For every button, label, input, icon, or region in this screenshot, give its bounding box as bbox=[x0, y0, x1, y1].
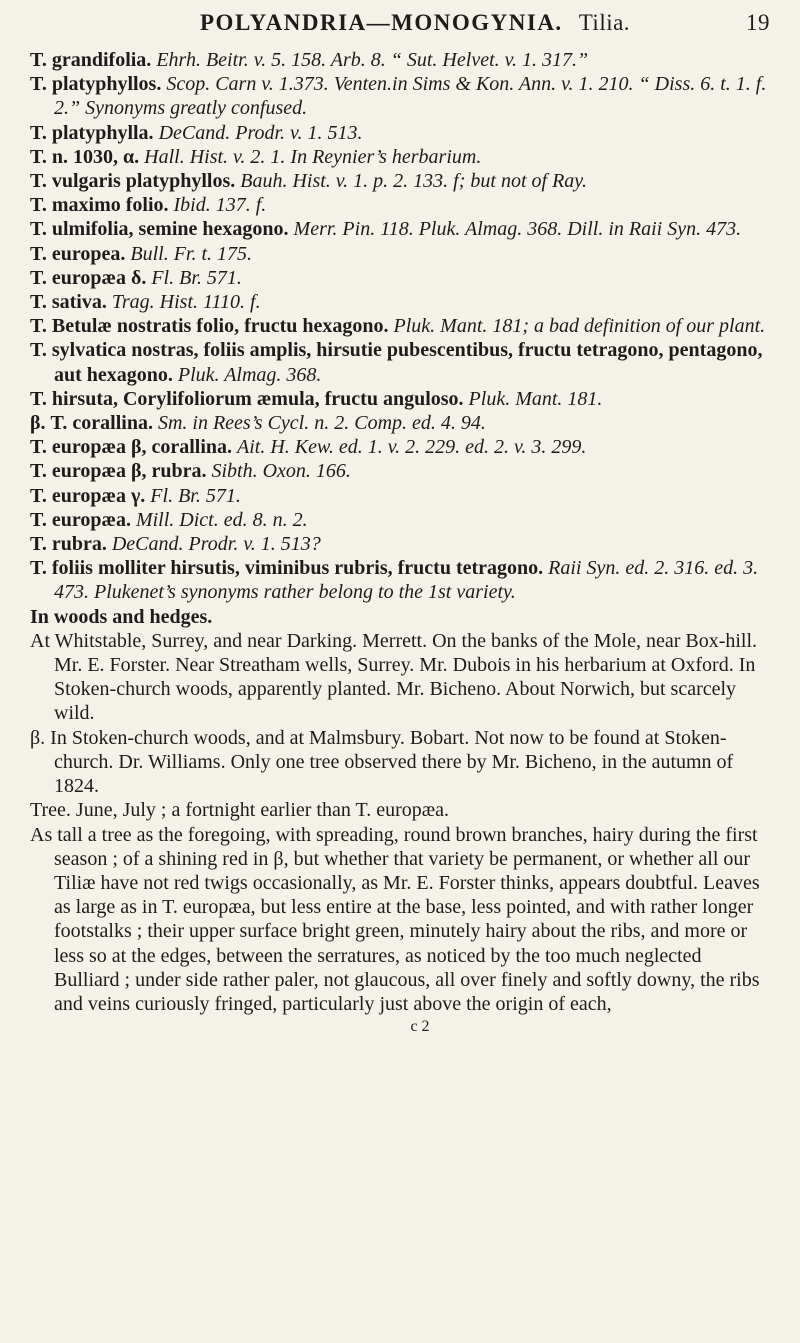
signature-mark: c 2 bbox=[410, 1018, 430, 1036]
flowering-time: Tree. June, July ; a fortnight earlier than T. europæa. bbox=[30, 799, 449, 822]
synonym-entry: T. vulgaris platyphyllos. Bauh. Hist. v. 1. p. 2. 133. f; but not of Ray. bbox=[30, 170, 588, 193]
synonym-entry: T. europæa β, corallina. Ait. H. Kew. ed. 1. v. 2. 229. ed. 2. v. 3. 299. bbox=[30, 436, 587, 459]
synonym-entry: T. europea. Bull. Fr. t. 175. bbox=[30, 242, 253, 265]
running-title: POLYANDRIA—MONOGYNIA. bbox=[200, 10, 563, 35]
synonym-entry: T. rubra. DeCand. Prodr. v. 1. 513? bbox=[30, 533, 321, 556]
habitat-localities: At Whitstable, Surrey, and near Darking. Merrett. On the banks of the Mole, near Box-hill. Mr. E. Forster. Near Streatham wells, Surrey. Mr. Dubois in his herbarium at Oxford. In Stoken-church woods, apparently planted. Mr. Bicheno. About Norwich, but scarcely wild. bbox=[30, 629, 758, 725]
synonym-entry: T. sylvatica nostras, foliis amplis, hirsutie pubescentibus, fructu tetragono, pentagono, aut hexagono. Pluk. Almag. 368. bbox=[30, 339, 763, 386]
synonym-entry: T. platyphyllos. Scop. Carn v. 1.373. Venten.in Sims & Kon. Ann. v. 1. 210. “ Diss. 6. t. 1. f. 2.” Synonyms greatly confused. bbox=[30, 73, 767, 120]
habitat-lead: In woods and hedges. bbox=[30, 605, 213, 628]
synonym-entry: T. europæa γ. Fl. Br. 571. bbox=[30, 484, 241, 507]
synonym-entry: T. grandifolia. Ehrh. Beitr. v. 5. 158. Arb. 8. “ Sut. Helvet. v. 1. 317.” bbox=[30, 49, 589, 71]
synonym-entry: T. sativa. Trag. Hist. 1110. f. bbox=[30, 291, 261, 314]
page-number: 19 bbox=[746, 10, 770, 35]
synonym-entry: T. europæa β, rubra. Sibth. Oxon. 166. bbox=[30, 460, 351, 483]
synonym-entry: T. Betulæ nostratis folio, fructu hexagono. Pluk. Mant. 181; a bad definition of our plant. bbox=[30, 315, 766, 338]
habitat-beta: β. In Stoken-church woods, and at Malmsbury. Bobart. Not now to be found at Stoken-church. Dr. Williams. Only one tree observed there by Mr. Bicheno, in the autumn of 1824. bbox=[30, 726, 734, 798]
synonym-entry: T. ulmifolia, semine hexagono. Merr. Pin. 118. Pluk. Almag. 368. Dill. in Raii Syn. 473. bbox=[30, 218, 742, 241]
synonym-entry: T. hirsuta, Corylifoliorum æmula, fructu anguloso. Pluk. Mant. 181. bbox=[30, 387, 603, 410]
synonym-entry: β. T. corallina. Sm. in Rees’s Cycl. n. 2. Comp. ed. 4. 94. bbox=[30, 412, 486, 435]
synonym-entry: T. europæa δ. Fl. Br. 571. bbox=[30, 266, 242, 289]
synonym-entry: T. maximo folio. Ibid. 137. f. bbox=[30, 194, 267, 217]
genus-name: Tilia. bbox=[578, 10, 631, 35]
synonym-entry: T. europæa. Mill. Dict. ed. 8. n. 2. bbox=[30, 508, 308, 531]
description: As tall a tree as the foregoing, with spreading, round brown branches, hairy during the first season ; of a shining red in β, but whether that variety be permanent, or whether all our Tiliæ have not red twigs occasionally, as Mr. E. Forster thinks, appears doubtful. Leaves as large as in T. europæa, but less entire at the base, less pointed, and with rather longer footstalks ; their upper surface bright green, minutely hairy about the ribs, and more or less so at the edges, between the serratures, as noticed by the too much neglected Bulliard ; under side rather paler, not glaucous, all over finely and softly downy, the ribs and veins curiously fringed, particularly just above the origin of each, bbox=[30, 823, 760, 1015]
synonym-entry: T. foliis molliter hirsutis, viminibus rubris, fructu tetragono. Raii Syn. ed. 2. 316. ed. 3. 473. Plukenet’s synonyms rather belong to the 1st variety. bbox=[30, 557, 759, 604]
synonym-entry: T. n. 1030, α. Hall. Hist. v. 2. 1. In Reynier’s herbarium. bbox=[30, 145, 482, 168]
synonymy-list bbox=[30, 48, 770, 1016]
synonym-entry: T. platyphylla. DeCand. Prodr. v. 1. 513. bbox=[30, 121, 363, 144]
running-header bbox=[200, 10, 770, 48]
